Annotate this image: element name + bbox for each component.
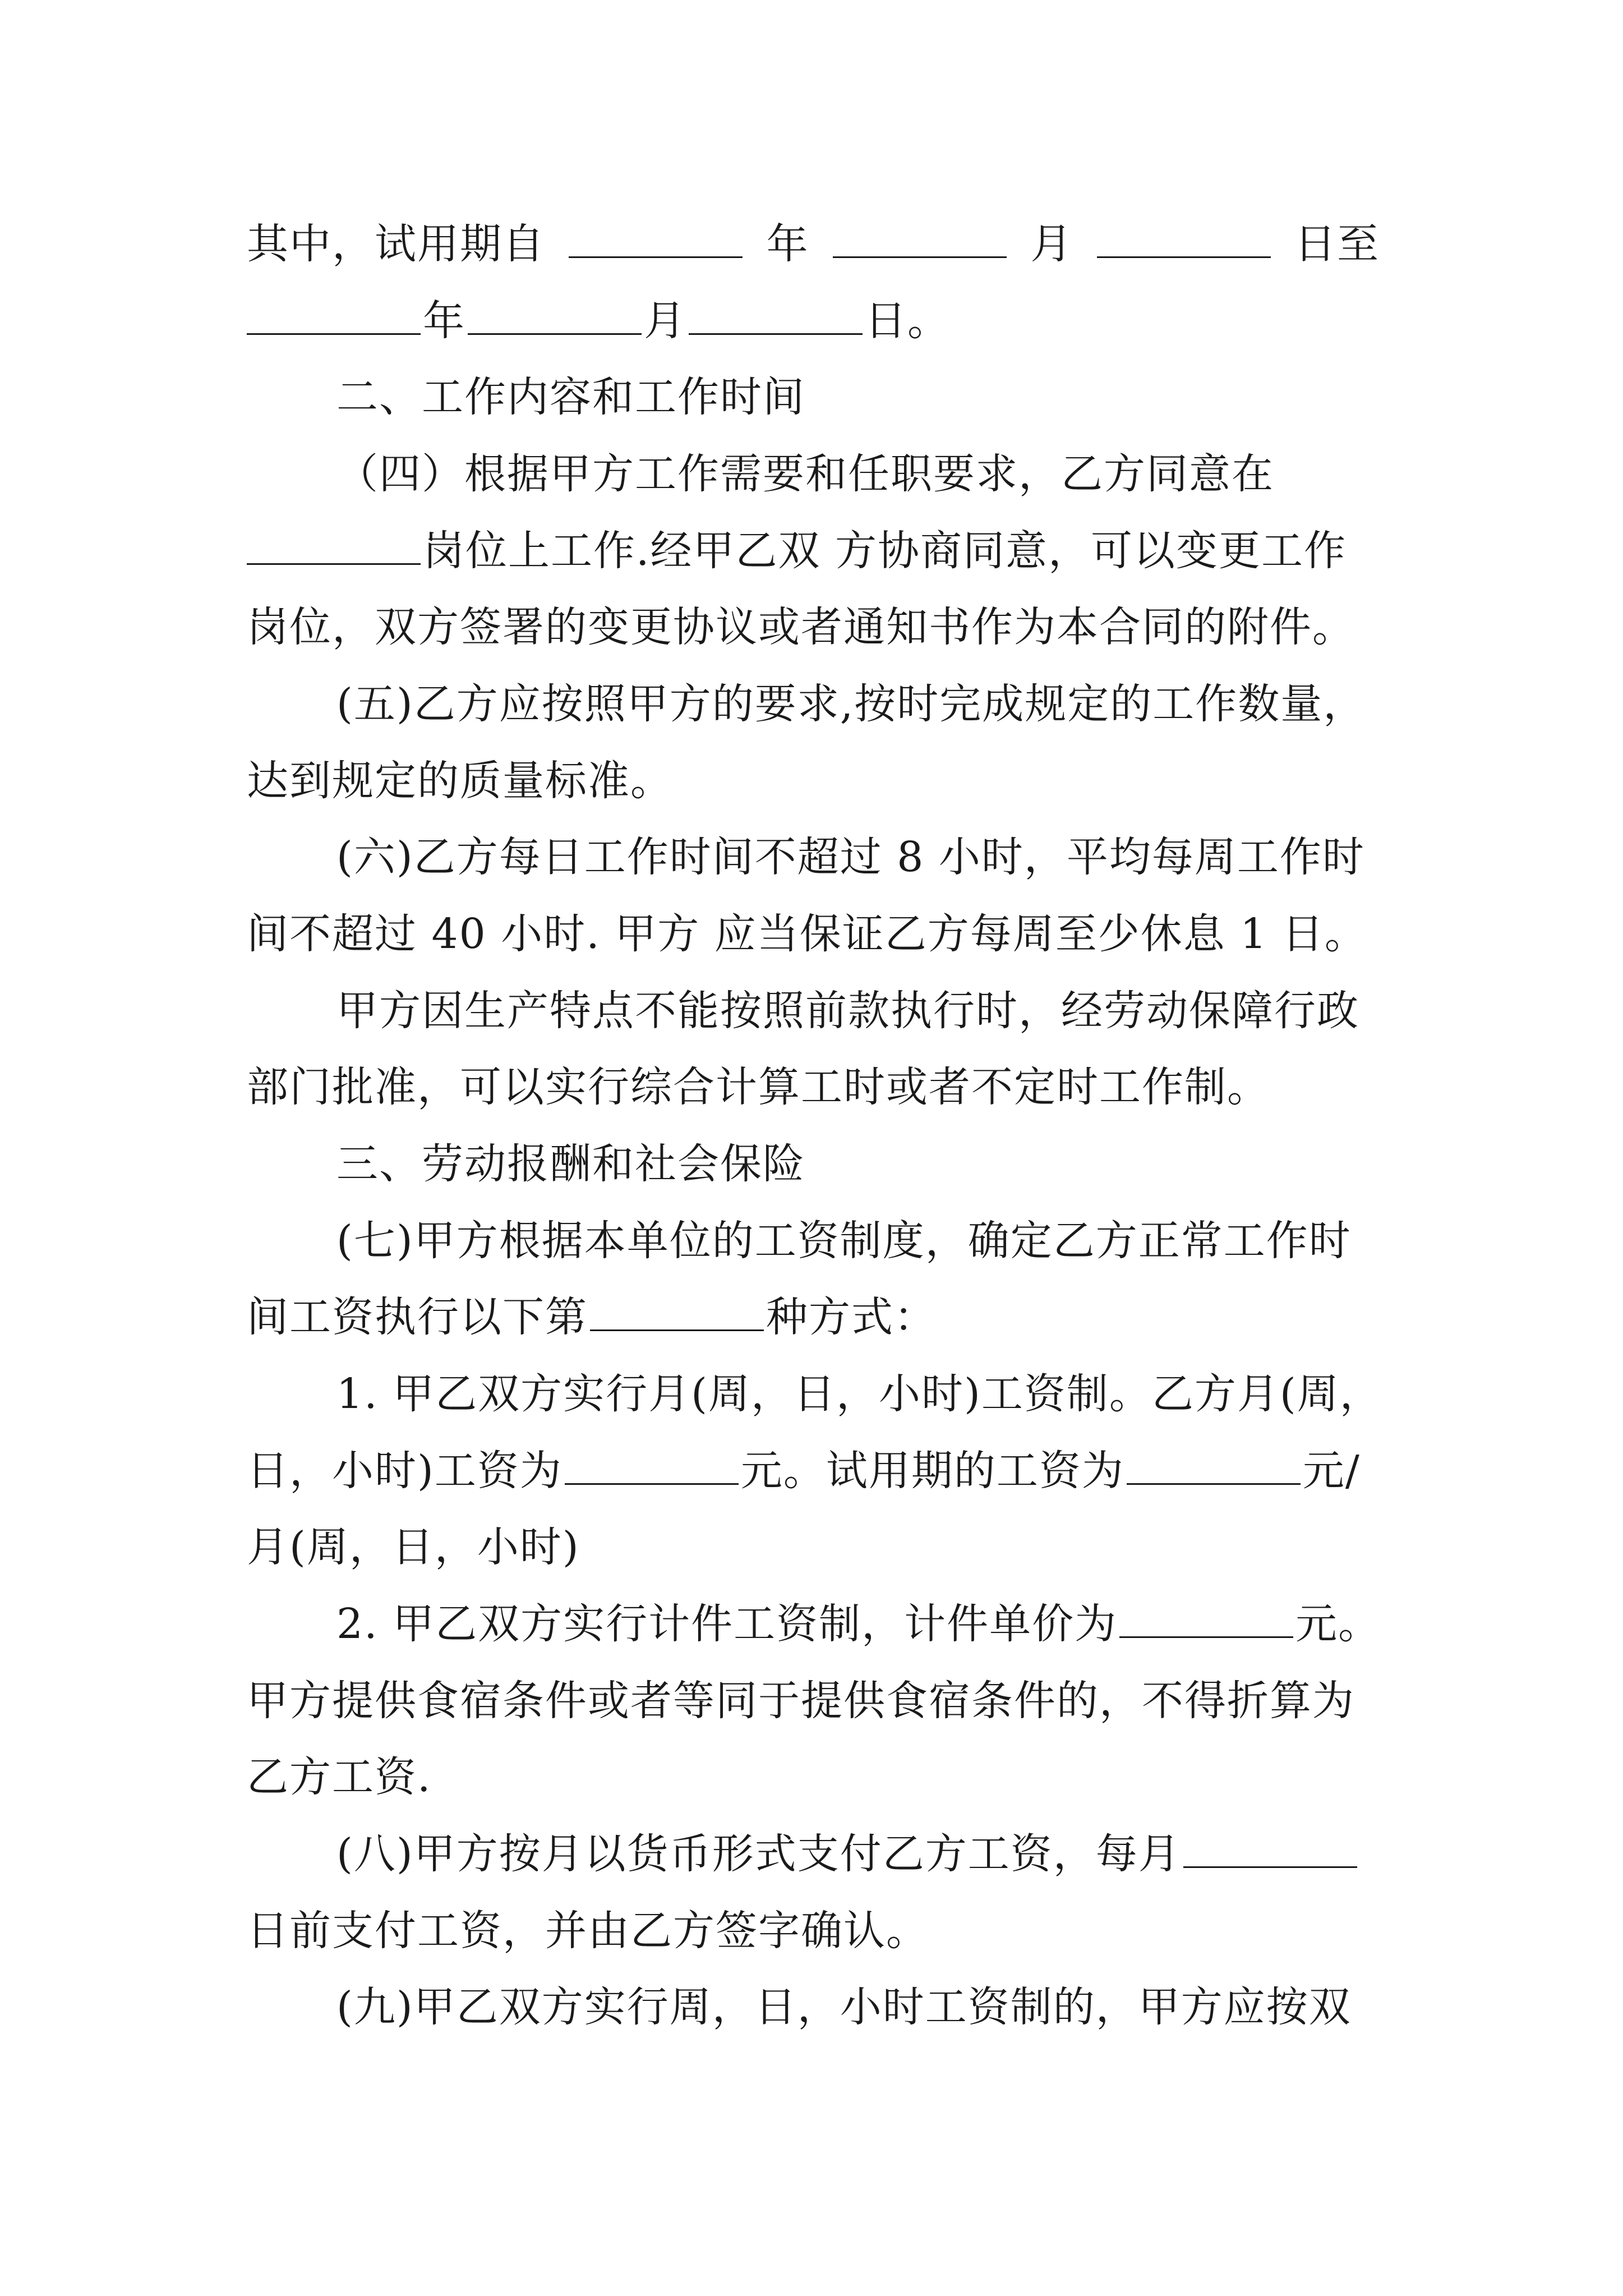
fill-in-blank	[833, 217, 1007, 258]
text-line	[247, 1443, 1380, 1499]
text-segment: 年	[423, 297, 465, 345]
text-segment: 岗位上工作.经甲乙双 方协商同意，可以变更工作	[423, 527, 1347, 575]
text-segment: 日。	[865, 297, 950, 345]
text-line	[247, 216, 1380, 272]
text-line: (七)甲方根据本单位的工资制度，确定乙方正常工作时	[336, 1217, 1352, 1265]
text-line: (九)甲乙双方实行周，日，小时工资制的，甲方应按双	[336, 1983, 1352, 2031]
text-line: 甲方提供食宿条件或者等同于提供食宿条件的，不得折算为	[247, 1677, 1355, 1725]
text-line: 月(周，日，小时)	[247, 1523, 580, 1571]
fill-in-blank	[590, 1290, 764, 1331]
text-line	[336, 1596, 1380, 1652]
fill-in-blank	[1127, 1444, 1301, 1485]
text-line: （四）根据甲方工作需要和任职要求，乙方同意在	[336, 450, 1274, 498]
fill-in-blank	[1119, 1597, 1293, 1638]
fill-in-blank	[569, 217, 743, 258]
text-line: 甲方因生产特点不能按照前款执行时，经劳动保障行政	[336, 987, 1359, 1035]
fill-in-blank	[1183, 1827, 1357, 1868]
text-segment: 月	[1030, 220, 1073, 268]
text-segment: 月	[644, 297, 686, 345]
text-line	[247, 1289, 1380, 1345]
text-segment: 种方式：	[766, 1293, 937, 1341]
fill-in-blank	[247, 294, 421, 335]
fill-in-blank	[565, 1444, 739, 1485]
text-line: 1. 甲乙双方实行月(周，日，小时)工资制。乙方月(周，	[336, 1370, 1382, 1418]
text-line: (六)乙方每日工作时间不超过 8 小时，平均每周工作时	[336, 833, 1365, 881]
text-line: 乙方工资.	[247, 1753, 432, 1801]
fill-in-blank	[247, 524, 421, 565]
text-segment: 2. 甲乙双方实行计件工资制，计件单价为	[336, 1600, 1118, 1648]
fill-in-blank	[1097, 217, 1271, 258]
text-line: 达到规定的质量标准。	[247, 757, 673, 805]
fill-in-blank	[468, 294, 642, 335]
text-line: 间不超过 40 小时. 甲方 应当保证乙方每周至少休息 1 日。	[247, 910, 1367, 958]
text-segment: 元/	[1302, 1447, 1361, 1495]
text-segment: 元。	[1295, 1600, 1381, 1648]
text-segment: 间工资执行以下第	[247, 1293, 588, 1341]
text-line	[336, 1826, 1380, 1882]
text-line: 部门批准，可以实行综合计算工时或者不定时工作制。	[247, 1063, 1270, 1111]
text-segment: 日至	[1294, 220, 1380, 268]
text-segment: (八)甲方按月以货币形式支付乙方工资，每月	[336, 1830, 1181, 1878]
text-segment: 元。试用期的工资为	[740, 1447, 1124, 1495]
section-heading: 二、工作内容和工作时间	[336, 373, 805, 421]
text-line	[247, 523, 1380, 579]
text-segment: 日，小时)工资为	[247, 1447, 562, 1495]
section-heading: 三、劳动报酬和社会保险	[336, 1140, 805, 1188]
text-line	[247, 293, 1380, 349]
text-segment: 其中，试用期自	[247, 220, 545, 268]
text-segment: 年	[766, 220, 809, 268]
text-line: 岗位，双方签署的变更协议或者通知书作为本合同的附件。	[247, 603, 1355, 651]
text-line: 日前支付工资，并由乙方签字确认。	[247, 1907, 929, 1955]
fill-in-blank	[689, 294, 863, 335]
text-line: (五)乙方应按照甲方的要求,按时完成规定的工作数量，	[336, 680, 1366, 728]
